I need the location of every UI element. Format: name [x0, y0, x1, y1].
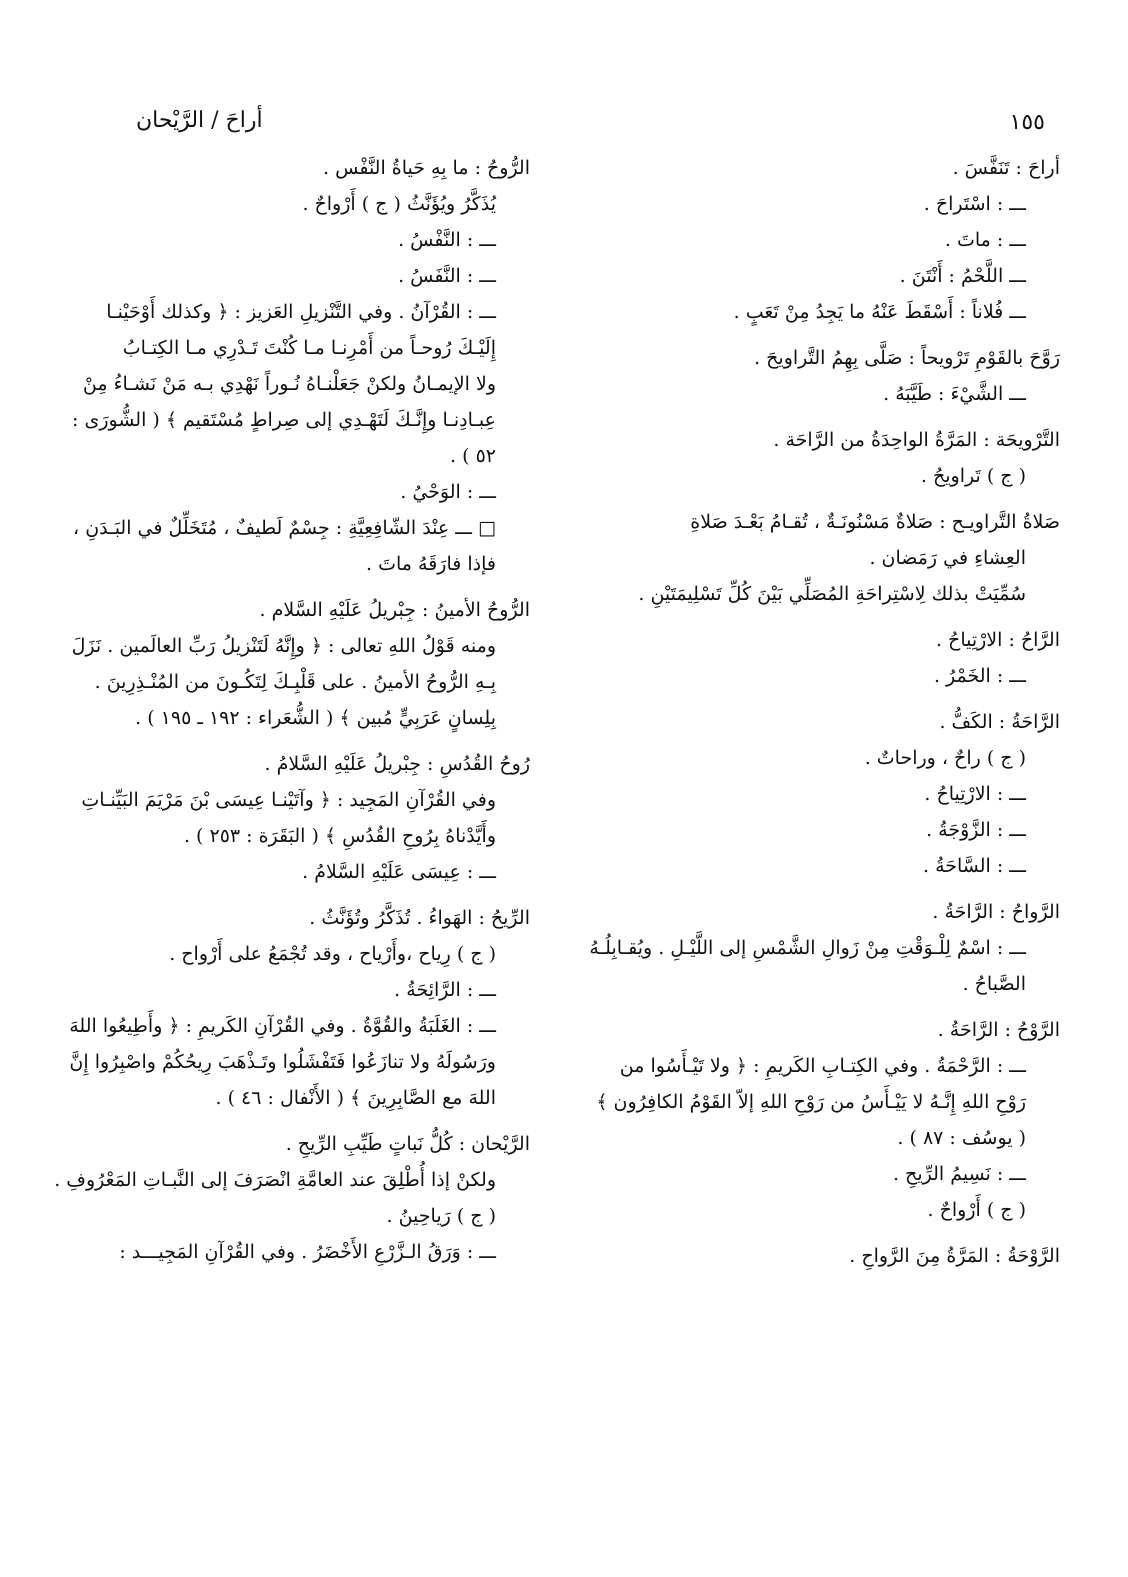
entry-definition-line: ـــ : الوَحْيُ .	[400, 481, 496, 503]
entry-definition-line: ـــ : النَّفَسُ .	[398, 265, 496, 287]
entry-definition-line: إِلَيْـكَ رُوحـاً من أَمْرِنـا مـا كُنْتَ تَـدْرِي مـا الكِتـابُ	[122, 337, 496, 359]
entry-definition-line: ( ج ) رِياح ،وأَرْياح ، وقد تُجْمَعُ على أَرْواح .	[169, 943, 496, 965]
entry-definition-line: يُذَكَّرُ ويُؤَنَّثُ ( ج ) أَرْواحٌ .	[302, 193, 496, 215]
entry-gap	[100, 582, 530, 592]
entry-definition-line: ـــ : الرَّائِحَةُ .	[394, 979, 496, 1001]
entry-gap	[600, 412, 1060, 422]
entry-gap	[600, 694, 1060, 704]
entry-headword-line: أراحَ : تَنَفَّسَ .	[952, 157, 1060, 179]
entry-headword-line: رُوحُ القُدُسِ : جِبْريلُ عَلَيْهِ السَّلامُ .	[264, 753, 530, 775]
left-column	[54, 150, 530, 1270]
entry-definition-line: ورَسُولَهُ ولا تنازَعُوا فَتَفْشَلُوا وتَـذْهَبَ رِيحُكُمْ واصْبِرُوا إِنَّ	[69, 1051, 496, 1073]
entry-definition-line: ـــ : السَّاحَةُ .	[923, 855, 1026, 877]
entry-gap	[600, 330, 1060, 340]
entry-definition-line: ـــ : القُرْآنُ . وفي التَّنْزيلِ العَزيز : ﴿ وكذلك أَوْحَيْنـا	[106, 301, 496, 323]
entry-gap	[100, 1116, 530, 1126]
entry-definition-line: رَوْحِ اللهِ إِنَّـهُ لا يَيْـأَسُ من رَوْحِ اللهِ إلاّ القَوْمُ الكافِرُون ﴾	[596, 1091, 1026, 1113]
entry-definition-line: ولا الإيمـانُ ولكنْ جَعَلْنـاهُ نُـوراً نَهْدِي بـه مَنْ نَشـاءُ مِنْ	[82, 373, 496, 395]
entry-headword-line: الرَّاحُ : الارْتِياحُ .	[935, 629, 1060, 651]
entry-definition-line: ـــ : نَسِيمُ الرِّيحِ .	[892, 1163, 1026, 1185]
entry-definition-line: ـــ الشَّيْءَ : طَيَّبَهُ .	[883, 383, 1026, 405]
entry-definition-line: ـــ : الزَّوْجَةُ .	[926, 819, 1026, 841]
entry-headword-line: التَّرْويحَة : المَرَّةُ الواحِدَةُ من الرَّاحَة .	[773, 429, 1060, 451]
entry-definition-line: اللهَ مع الصَّابِرِينَ ﴾ ( الأَنْفال : ٤٦ ) .	[215, 1087, 496, 1109]
entry-definition-line: ـــ : الرَّحْمَةُ . وفي الكِتـابِ الكَريمِ : ﴿ ولا تَيْـأَسُوا من	[619, 1055, 1026, 1077]
entry-definition-line: ( ج ) أَرْواحٌ .	[927, 1199, 1026, 1221]
entry-definition-line: وأَيَّدْناهُ بِرُوحِ القُدُسِ ﴾ ( البَقَرَة : ٢٥٣ ) .	[183, 825, 496, 847]
entry-definition-line: ( ج ) تَراويحُ .	[920, 465, 1026, 487]
entry-definition-line: سُمِّيَتْ بذلك لِاسْتِراحَةِ المُصَلِّي بَيْنَ كُلِّ تَسْلِيمَتَيْنِ .	[638, 583, 1026, 605]
entry-definition-line: ولكنْ إذا أُطْلِقَ عند العامَّةِ انْصَرَفَ إلى النَّبـاتِ المَعْرُوفِ .	[54, 1169, 496, 1191]
entry-headword-line: الرَّاحَةُ : الكَفُّ .	[939, 711, 1060, 733]
running-header-title: أراحَ / الرَّيْحان	[136, 108, 263, 133]
entry-definition-line: ـــ فُلاناً : أَسْقَطَ عَنْهُ ما يَجِدُ مِنْ تَعَبٍ .	[733, 301, 1026, 323]
entry-gap	[600, 884, 1060, 894]
entry-gap	[600, 1002, 1060, 1012]
entry-definition-line: ـــ : عِيسَى عَلَيْهِ السَّلامُ .	[302, 861, 496, 883]
entry-gap	[100, 736, 530, 746]
entry-headword-line: الرُّوحُ : ما بِهِ حَياةُ النَّفْس .	[323, 157, 530, 179]
entry-definition-line: ـــ : الغَلَبَةُ والقُوَّةُ . وفي القُرْآنِ الكَريمِ : ﴿ وأَطِيعُوا اللهَ	[69, 1015, 496, 1037]
entry-gap	[100, 890, 530, 900]
entry-definition-line: ـــ اللَّحْمُ : أَنْتَنَ .	[899, 265, 1026, 287]
entry-definition-line: ( يوسُف : ٨٧ ) .	[897, 1127, 1026, 1149]
entry-definition-line: ـــ : اسْمٌ لِلْـوَقْتِ مِنْ زَوالِ الشَّمْسِ إلى اللَّيْـلِ . ويُقـابِلُـهُ	[589, 937, 1026, 959]
entry-definition-line: بِلِسانٍ عَرَبِيٍّ مُبين ﴾ ( الشُّعَراء : ١٩٢ ـ ١٩٥ ) .	[135, 707, 496, 729]
entry-headword-line: الرَّواحُ : الرَّاحَةُ .	[932, 901, 1060, 923]
entry-gap	[600, 1228, 1060, 1238]
entry-definition-line: ٥٢ ) .	[450, 445, 496, 467]
right-column	[589, 150, 1060, 1274]
entry-definition-line: ( ج ) رَياحِينُ .	[386, 1205, 496, 1227]
entry-gap	[600, 612, 1060, 622]
entry-headword-line: الرَّوْحَةُ : المَرَّةُ مِنَ الرَّواحِ .	[849, 1245, 1060, 1267]
entry-definition-line: عِبـادِنـا وإِنَّـكَ لَتَهْـدِي إلى صِراطٍ مُسْتَقيم ﴾ ( الشُّورَى :	[72, 409, 496, 431]
entry-definition-line: وفي القُرْآنِ المَجِيد : ﴿ وآتَيْنـا عِيسَى بْنَ مَرْيَمَ البَيِّنـاتِ	[81, 789, 496, 811]
entry-definition-line: □ ـــ عِنْدَ الشّافِعِيَّةِ : جِسْمٌ لَطيفٌ ، مُتَخَلِّلٌ في البَـدَنِ ،	[73, 517, 496, 539]
entry-headword-line: صَلاةُ التَّراويـح : صَلاةٌ مَسْنُونَـةٌ ، تُقـامُ بَعْـدَ صَلاةِ	[690, 511, 1060, 533]
entry-gap	[600, 494, 1060, 504]
entry-definition-line: ( ج ) راحٌ ، وراحاتٌ .	[864, 747, 1026, 769]
entry-definition-line: بِـهِ الرُّوحُ الأمينُ . على قَلْبِـكَ لِتَكُـونَ من المُنْـذِرِينَ .	[94, 671, 496, 693]
entry-headword-line: رَوَّحَ بالقَوْمِ تَرْويحاً : صَلَّى بِهِمُ التَّراويحَ .	[754, 347, 1060, 369]
entry-definition-line: ـــ : ماتَ .	[944, 229, 1026, 251]
entry-definition-line: ـــ : النَّفْسُ .	[398, 229, 496, 251]
entry-headword-line: الرَّوْحُ : الرَّاحَةُ .	[937, 1019, 1060, 1041]
entry-definition-line: ـــ : الارْتِياحُ .	[924, 783, 1026, 805]
entry-definition-line: ـــ : وَرَقُ الـزَّرْعِ الأَخْضَرُ . وفي القُرْآنِ المَجِيـــد :	[119, 1241, 496, 1263]
entry-definition-line: ومنه قَوْلُ اللهِ تعالى : ﴿ وإِنَّهُ لَتَنْزيلُ رَبِّ العالَمين . نَزَلَ	[71, 635, 496, 657]
entry-headword-line: الرَّيْحان : كُلُّ نَباتٍ طَيِّبِ الرِّيحِ .	[285, 1133, 530, 1155]
entry-definition-line: الصَّباحُ .	[962, 973, 1026, 995]
entry-definition-line: العِشاءِ في رَمَضان .	[869, 547, 1026, 569]
entry-headword-line: الرُّوحُ الأمينُ : جِبْريلُ عَلَيْهِ السَّلام .	[259, 599, 530, 621]
entry-definition-line: ـــ : الخَمْرُ .	[933, 665, 1026, 687]
entry-definition-line: ـــ : اسْتَراحَ .	[923, 193, 1026, 215]
page-number: ١٥٥	[1009, 110, 1045, 135]
entry-definition-line: فإذا فارَقَهُ ماتَ .	[366, 553, 496, 575]
entry-headword-line: الرِّيحُ : الهَواءُ . تُذَكَّرُ وتُؤَنَّثُ .	[309, 907, 530, 929]
